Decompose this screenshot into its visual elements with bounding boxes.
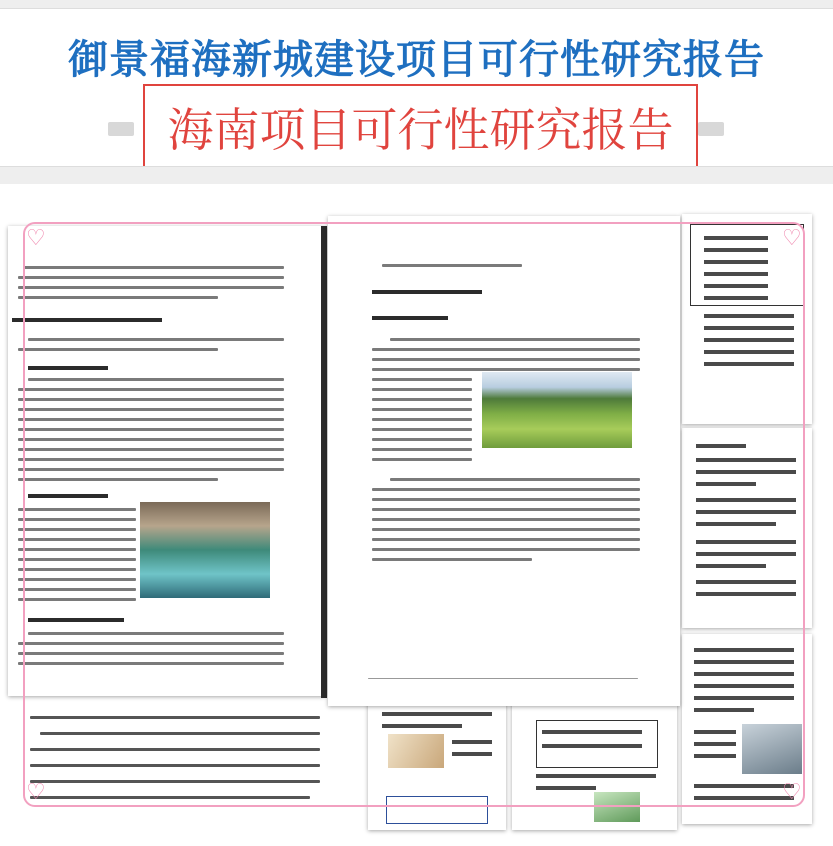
blurred-text-right (698, 122, 724, 136)
decorative-frame (23, 222, 805, 807)
heart-icon-bottom-left: ♡ (26, 780, 46, 805)
page-title: 御景福海新城建设项目可行性研究报告 (68, 37, 765, 83)
top-strip (0, 0, 833, 9)
heart-icon-top-right: ♡ (782, 226, 802, 251)
blurred-text-left (108, 122, 134, 136)
heart-icon-bottom-right: ♡ (782, 780, 802, 805)
subtitle-box: 海南项目可行性研究报告 (143, 84, 698, 176)
heart-icon-top-left: ♡ (26, 226, 46, 251)
divider-band (0, 166, 833, 185)
